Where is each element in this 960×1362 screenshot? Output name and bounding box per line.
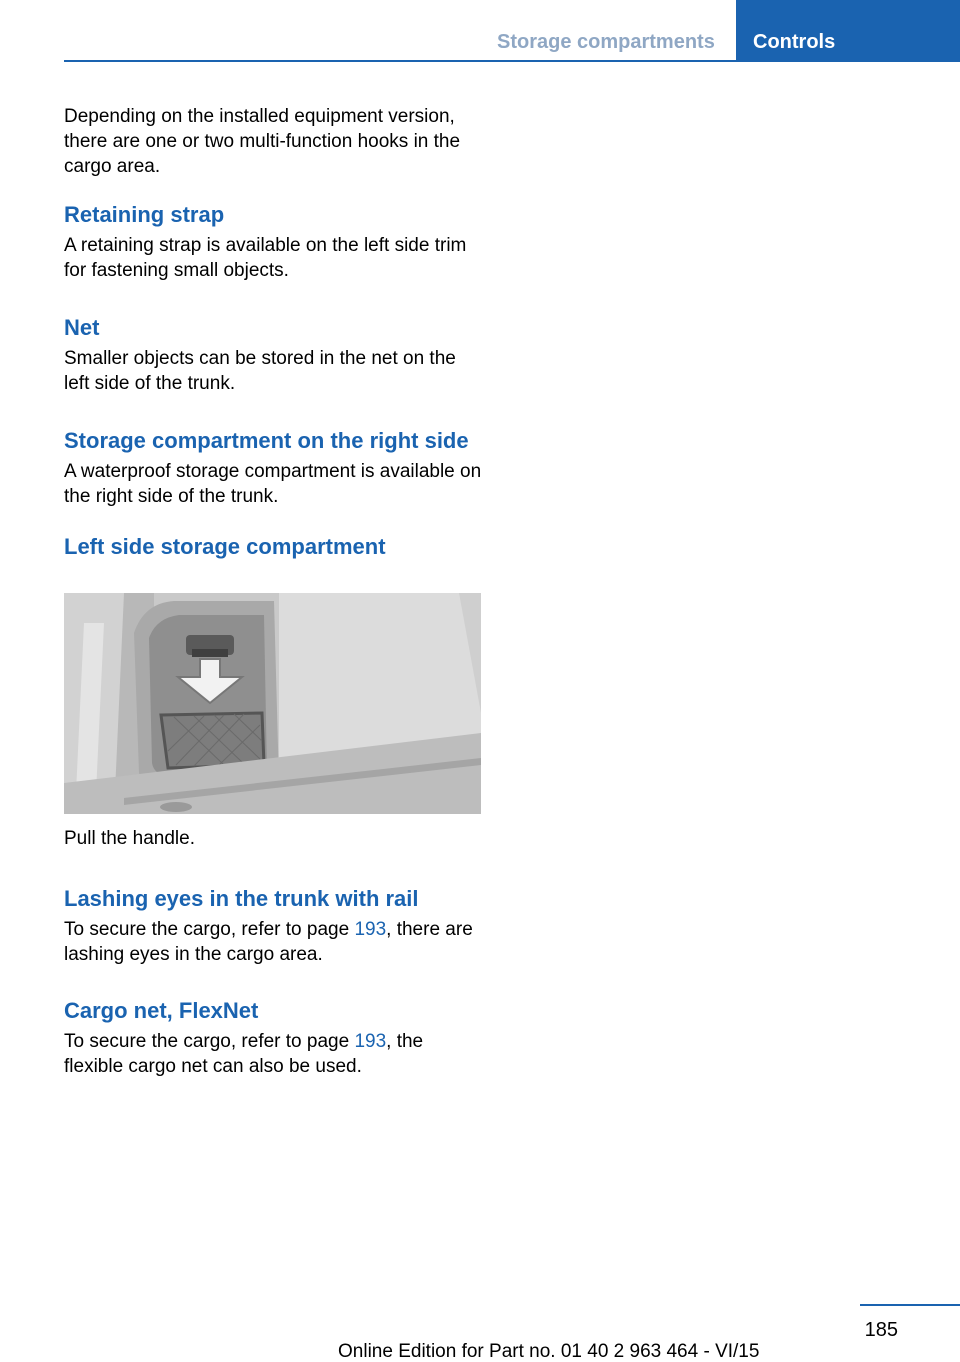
paragraph-storage-right: A waterproof storage compartment is available on the right side of the trunk.: [64, 461, 482, 507]
paragraph-cargo-net: To secure the cargo, refer to page 193, the flexible cargo net can also be used.: [64, 1031, 424, 1077]
header-section-title: Storage compartments: [497, 31, 715, 53]
heading-net: Net: [64, 315, 100, 340]
heading-retaining-strap: Retaining strap: [64, 202, 225, 227]
edition-footer: Online Edition for Part no. 01 40 2 963 464 - VI/15: [338, 1341, 760, 1362]
page-content-lower: [64, 826, 484, 1079]
figure-caption: Pull the handle.: [64, 828, 195, 849]
intro-paragraph: Depending on the installed equipment version, there are one or two multi-function hooks in the cargo area.: [64, 106, 461, 177]
paragraph-lashing-eyes: To secure the cargo, refer to page 193, there are lashing eyes in the cargo area.: [64, 919, 473, 965]
footer-rule: [860, 1304, 960, 1306]
heading-cargo-net: Cargo net, FlexNet: [64, 998, 259, 1023]
trunk-compartment-illustration: [64, 593, 481, 814]
page-link-193[interactable]: 193: [354, 919, 387, 940]
paragraph-net: Smaller objects can be stored in the net on the left side of the trunk.: [64, 348, 456, 394]
page-content: [64, 104, 484, 559]
heading-storage-right: Storage compartment on the right side: [64, 428, 469, 453]
paragraph-retaining-strap: A retaining strap is available on the left side trim for fastening small objects.: [64, 235, 467, 281]
heading-lashing-eyes: Lashing eyes in the trunk with rail: [64, 886, 419, 911]
header-chapter-tab: Controls: [736, 0, 960, 62]
heading-left-storage: Left side storage compartment: [64, 534, 386, 559]
page-link-193-cargo-net[interactable]: 193: [354, 1031, 387, 1052]
page-number: 185: [864, 1319, 898, 1341]
